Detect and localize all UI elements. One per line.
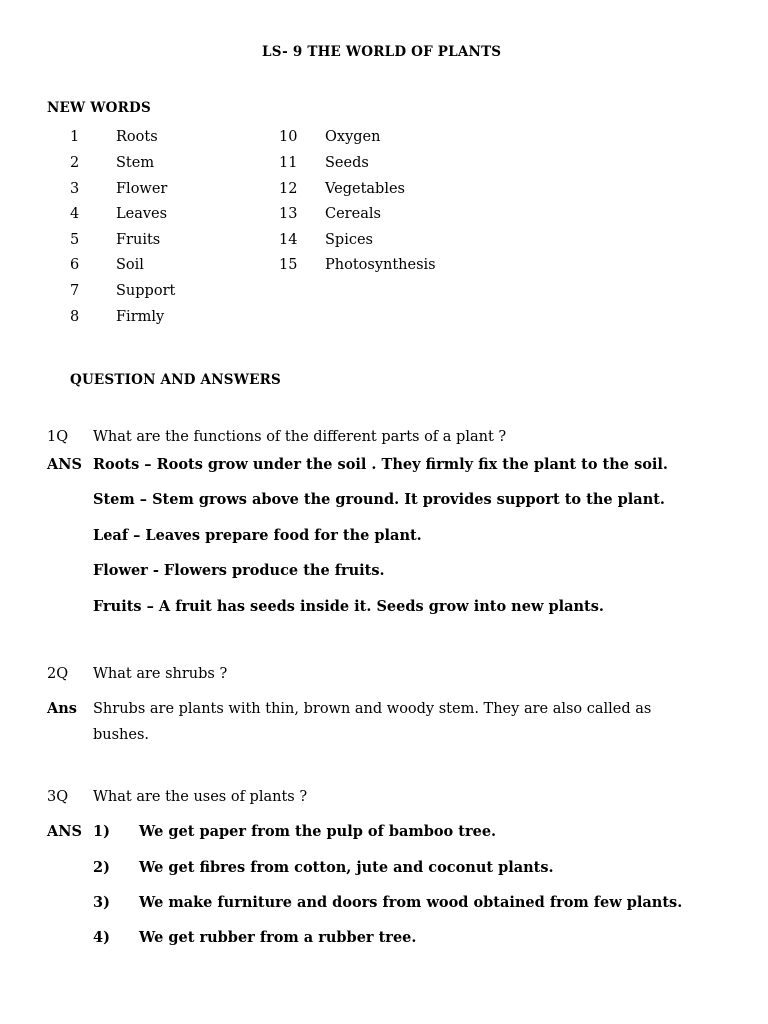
list-number: 2) <box>93 859 110 876</box>
page-title: LS- 9 THE WORLD OF PLANTS <box>262 44 502 60</box>
answer-line: Leaf – Leaves prepare food for the plant. <box>93 527 422 544</box>
word-item: Photosynthesis <box>325 257 436 273</box>
answer-line: bushes. <box>93 727 150 743</box>
question-text: What are the uses of plants ? <box>93 789 308 805</box>
answer-line: Fruits – A fruit has seeds inside it. Seeds grow into new plants. <box>93 598 604 615</box>
word-number: 13 <box>279 206 298 222</box>
word-item: Roots <box>116 129 158 145</box>
word-item: Soil <box>116 257 144 273</box>
word-item: Oxygen <box>325 129 381 145</box>
word-number: 2 <box>70 155 80 171</box>
word-number: 12 <box>279 181 298 197</box>
answer-label: ANS <box>47 823 82 840</box>
word-number: 8 <box>70 309 80 325</box>
qa-heading: QUESTION AND ANSWERS <box>70 372 281 388</box>
word-number: 6 <box>70 257 80 273</box>
question-label: 2Q <box>47 666 69 682</box>
question-text: What are shrubs ? <box>93 666 228 682</box>
word-item: Firmly <box>116 309 165 325</box>
word-number: 3 <box>70 181 80 197</box>
word-item: Stem <box>116 155 155 171</box>
answer-label: Ans <box>47 700 77 717</box>
question-text: What are the functions of the different parts of a plant ? <box>93 429 507 445</box>
word-number: 1 <box>70 129 80 145</box>
question-label: 1Q <box>47 429 69 445</box>
list-number: 1) <box>93 823 110 840</box>
word-item: Support <box>116 283 176 299</box>
word-number: 5 <box>70 232 80 248</box>
answer-line: Flower - Flowers produce the fruits. <box>93 562 385 579</box>
word-item: Spices <box>325 232 373 248</box>
word-number: 14 <box>279 232 298 248</box>
new-words-heading: NEW WORDS <box>47 100 151 116</box>
word-item: Leaves <box>116 206 168 222</box>
list-number: 4) <box>93 929 110 946</box>
word-item: Seeds <box>325 155 369 171</box>
answer-line: Stem – Stem grows above the ground. It provides support to the plant. <box>93 491 665 508</box>
word-item: Fruits <box>116 232 161 248</box>
list-number: 3) <box>93 894 110 911</box>
list-item: We get paper from the pulp of bamboo tree. <box>139 823 497 840</box>
word-number: 4 <box>70 206 80 222</box>
question-label: 3Q <box>47 789 69 805</box>
list-item: We get fibres from cotton, jute and coconut plants. <box>139 859 554 876</box>
answer-label: ANS <box>47 456 82 473</box>
answer-line: Shrubs are plants with thin, brown and woody stem. They are also called as <box>93 701 652 717</box>
word-item: Cereals <box>325 206 381 222</box>
answer-line: Roots – Roots grow under the soil . They firmly fix the plant to the soil. <box>93 456 668 473</box>
word-item: Flower <box>116 181 168 197</box>
word-number: 10 <box>279 129 298 145</box>
word-number: 7 <box>70 283 80 299</box>
word-number: 11 <box>279 155 298 171</box>
list-item: We get rubber from a rubber tree. <box>139 929 417 946</box>
word-number: 15 <box>279 257 298 273</box>
list-item: We make furniture and doors from wood obtained from few plants. <box>139 894 683 911</box>
word-item: Vegetables <box>325 181 405 197</box>
